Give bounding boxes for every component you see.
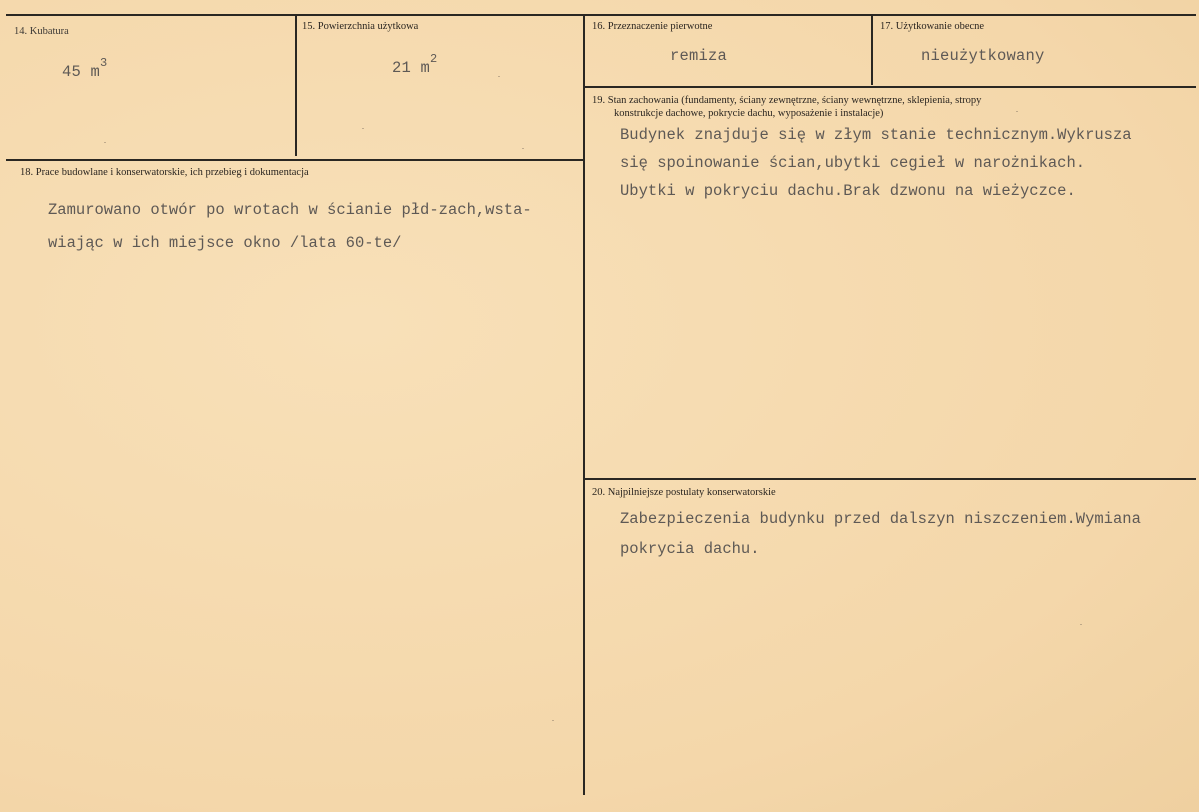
field-15-value-text: 21 m xyxy=(392,59,431,78)
rule-under-16-17 xyxy=(584,86,1196,88)
paper-speck xyxy=(522,148,524,149)
paper-speck xyxy=(552,720,554,721)
field-14-label: 14. Kubatura xyxy=(14,26,69,37)
paper-speck xyxy=(362,128,364,129)
field-19-line-1: Budynek znajduje się w złym stanie technicznym.Wykrusza xyxy=(620,126,1132,144)
divider-14-15 xyxy=(295,15,297,156)
field-16-value: remiza xyxy=(670,47,728,65)
field-17-label: 17. Użytkowanie obecne xyxy=(880,21,985,32)
divider-main xyxy=(583,15,585,795)
field-14-value xyxy=(62,56,108,82)
field-20-label: 20. Najpilniejsze postulaty konserwatorskie xyxy=(592,487,776,498)
field-20-line-1: Zabezpieczenia budynku przed dalszyn niszczeniem.Wymiana xyxy=(620,510,1141,528)
rule-above-20 xyxy=(584,478,1196,480)
paper-speck xyxy=(1080,624,1082,625)
field-20-line-2: pokrycia dachu. xyxy=(620,540,760,558)
rule-above-18 xyxy=(6,159,584,161)
field-15-unit-power: 2 xyxy=(430,52,438,66)
divider-16-17 xyxy=(871,15,873,85)
field-19-label-line-2: konstrukcje dachowe, pokrycie dachu, wyposażenie i instalacje) xyxy=(614,108,884,119)
field-16-label: 16. Przeznaczenie pierwotne xyxy=(592,21,713,32)
field-15-value xyxy=(392,52,438,78)
field-18-text xyxy=(48,194,532,260)
field-19-text xyxy=(620,121,1132,205)
field-18-line-1: Zamurowano otwór po wrotach w ścianie płd-zach,wsta- xyxy=(48,201,532,219)
field-19-line-3: Ubytki w pokryciu dachu.Brak dzwonu na wieżyczce. xyxy=(620,182,1076,200)
field-17-value: nieużytkowany xyxy=(921,47,1045,65)
field-14-value-text: 45 m xyxy=(62,63,101,82)
field-15-label: 15. Powierzchnia użytkowa xyxy=(302,21,419,32)
top-rule xyxy=(6,14,1196,16)
field-19-label xyxy=(592,94,981,120)
paper-speck xyxy=(1016,111,1018,112)
paper-speck xyxy=(498,76,500,77)
field-18-line-2: wiając w ich miejsce okno /lata 60-te/ xyxy=(48,234,402,252)
field-14-unit-power: 3 xyxy=(100,56,108,70)
field-18-label: 18. Prace budowlane i konserwatorskie, ich przebieg i dokumentacja xyxy=(20,167,309,178)
field-19-label-line-1: 19. Stan zachowania (fundamenty, ściany zewnętrzne, ściany wewnętrzne, sklepienia, stropy xyxy=(592,95,982,106)
field-19-line-2: się spoinowanie ścian,ubytki cegieł w narożnikach. xyxy=(620,154,1086,172)
field-20-text xyxy=(620,504,1141,564)
paper-speck xyxy=(104,142,106,143)
